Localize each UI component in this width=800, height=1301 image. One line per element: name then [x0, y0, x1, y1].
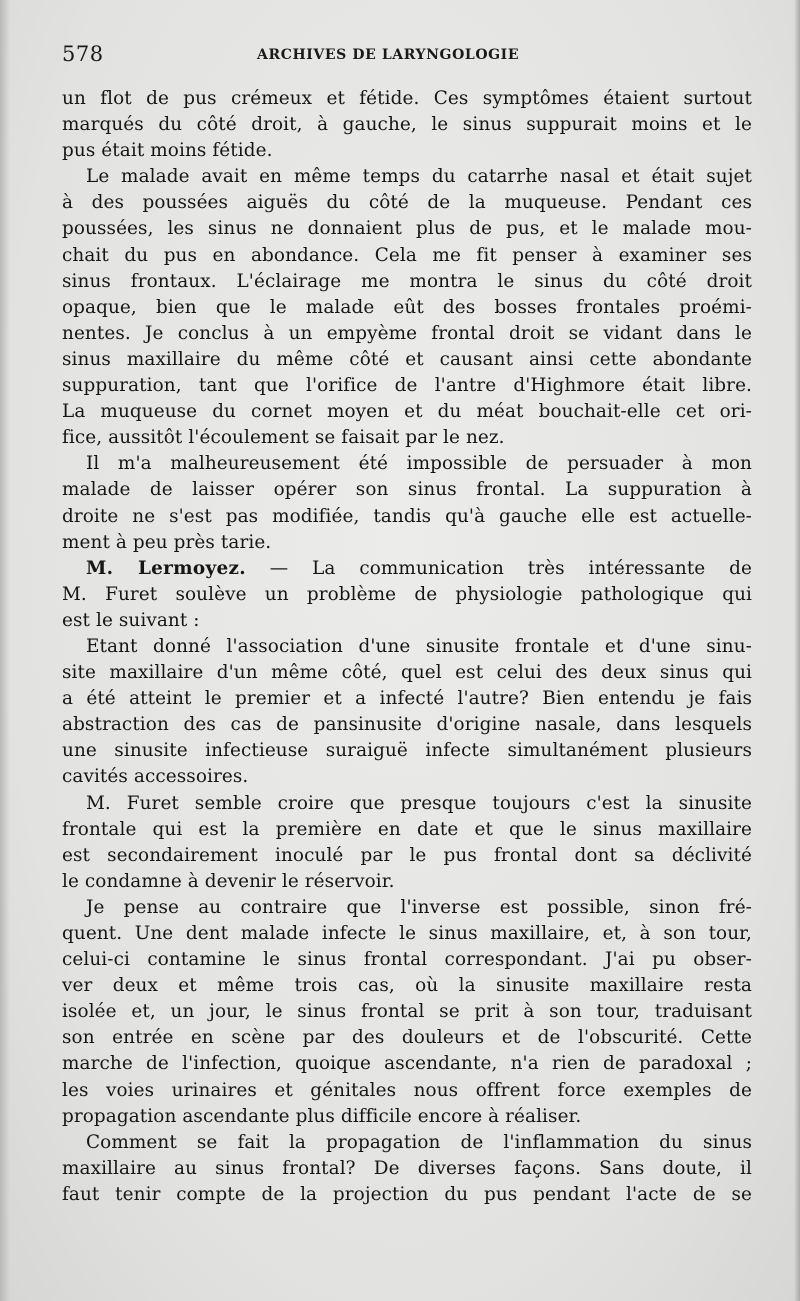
text-line: La muqueuse du cornet moyen et du méat bouchait-elle cet ori-: [62, 401, 752, 423]
text-line: opaque, bien que le malade eût des bosses frontales proémi-: [62, 296, 752, 318]
text-line: à des poussées aiguës du côté de la muqueuse. Pendant ces: [62, 192, 752, 214]
text-line: frontale qui est la première en date et que le sinus maxillaire: [62, 818, 752, 840]
text-line: suppuration, tant que l'orifice de l'antre d'Highmore était libre.: [62, 375, 752, 397]
page-number: 578: [62, 42, 104, 66]
text-line: M. Furet semble croire que presque toujours c'est la sinusite: [86, 792, 752, 814]
text-line: son entrée en scène par des douleurs et de l'obscurité. Cette: [62, 1027, 752, 1049]
page-header: [62, 42, 752, 72]
text-line: Il m'a malheureusement été impossible de persuader à mon: [86, 453, 752, 475]
text-line: cavités accessoires.: [62, 766, 249, 788]
paragraph: [62, 895, 752, 1130]
text-line: pus était moins fétide.: [62, 140, 273, 162]
text-line: [62, 556, 752, 582]
paragraph: [62, 634, 752, 791]
text-line: ver deux et même trois cas, où la sinusite maxillaire resta: [62, 975, 752, 997]
text-line: fice, aussitôt l'écoulement se faisait par le nez.: [62, 427, 505, 449]
text-line: poussées, les sinus ne donnaient plus de pus, et le malade mou-: [62, 218, 752, 240]
running-title: ARCHIVES DE LARYNGOLOGIE: [257, 47, 520, 63]
text-line: malade de laisser opérer son sinus frontal. La suppuration à: [62, 479, 752, 501]
text-line: nentes. Je conclus à un empyème frontal droit se vidant dans le: [62, 322, 752, 344]
text-line: propagation ascendante plus difficile encore à réaliser.: [62, 1105, 582, 1127]
text-line: marqués du côté droit, à gauche, le sinus suppurait moins et le: [62, 114, 752, 136]
text-line: quent. Une dent malade infecte le sinus maxillaire, et, à son tour,: [62, 923, 752, 944]
paragraph: [62, 556, 752, 634]
text-line: le condamne à devenir le réservoir.: [62, 870, 395, 892]
text-line: sinus maxillaire du même côté et causant ainsi cette abondante: [62, 348, 752, 370]
text-line: droite ne s'est pas modifiée, tandis qu'à gauche elle est actuelle-: [62, 505, 752, 527]
paragraph: [62, 451, 752, 555]
text-line: maxillaire au sinus frontal? De diverses façons. Sans doute, il: [62, 1157, 752, 1179]
text-line: une sinusite infectieuse suraiguë infecte simultanément plusieurs: [62, 740, 752, 762]
text-line: sinus frontaux. L'éclairage me montra le sinus du côté droit: [62, 270, 752, 292]
text-line: isolée et, un jour, le sinus frontal se prit à son tour, traduisant: [62, 1001, 752, 1023]
text-line: est le suivant :: [62, 609, 200, 631]
text-line: les voies urinaires et génitales nous offrent force exemples de: [62, 1079, 752, 1101]
text-line: chait du pus en abondance. Cela me fit penser à examiner ses: [62, 244, 752, 266]
text-line: site maxillaire d'un même côté, quel est celui des deux sinus qui: [62, 662, 752, 684]
text-line: Le malade avait en même temps du catarrhe nasal et était sujet: [86, 166, 752, 188]
paragraph: [62, 164, 752, 451]
speaker-name: M. Lermoyez.: [86, 557, 246, 579]
paragraph: [62, 86, 752, 164]
text-line: Je pense au contraire que l'inverse est possible, sinon fré-: [86, 896, 752, 918]
body-text: [62, 86, 752, 1208]
text-line: ment à peu près tarie.: [62, 531, 272, 553]
text-line: est secondairement inoculé par le pus frontal dont sa déclivité: [62, 844, 752, 866]
text-line: celui-ci contamine le sinus frontal correspondant. J'ai pu obser-: [62, 949, 752, 971]
text-line: marche de l'infection, quoique ascendante, n'a rien de paradoxal ;: [62, 1053, 752, 1075]
paragraph: [62, 791, 752, 895]
paragraph: [62, 1130, 752, 1208]
text-line: Comment se fait la propagation de l'inflammation du sinus: [86, 1131, 752, 1153]
text-line: faut tenir compte de la projection du pus pendant l'acte de se: [62, 1183, 752, 1205]
speaker-text: — La communication très intéressante de: [245, 557, 752, 579]
text-line: un flot de pus crémeux et fétide. Ces symptômes étaient surtout: [62, 88, 752, 109]
text-line: M. Furet soulève un problème de physiologie pathologique qui: [62, 583, 752, 605]
text-line: a été atteint le premier et a infecté l'autre? Bien entendu je fais: [62, 688, 752, 710]
text-line: abstraction des cas de pansinusite d'origine nasale, dans lesquels: [62, 714, 752, 736]
text-line: Etant donné l'association d'une sinusite frontale et d'une sinu-: [86, 635, 752, 657]
